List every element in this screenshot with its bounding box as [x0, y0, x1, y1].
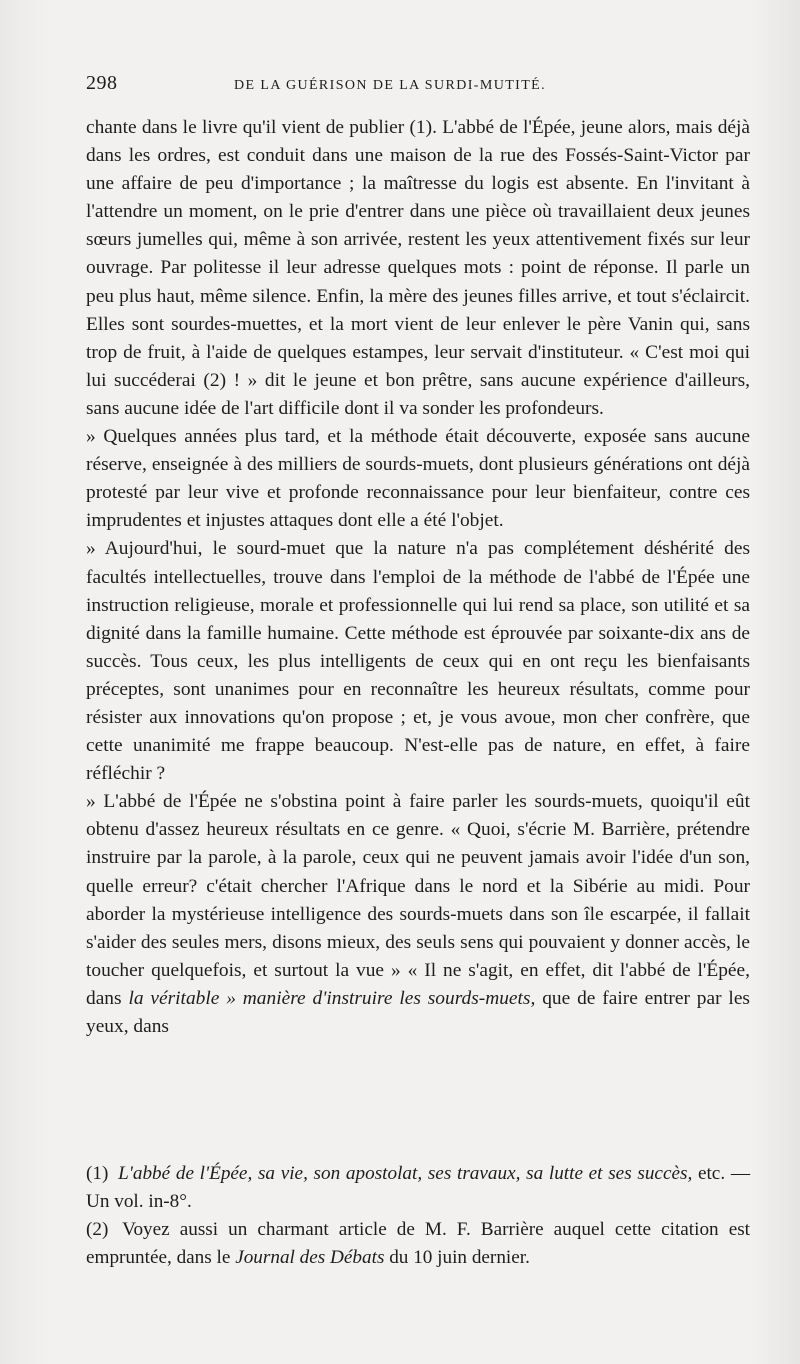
footnote-1 — [86, 1160, 750, 1216]
footnote-1-mark: (1) — [86, 1163, 109, 1184]
paragraph-2: » Quelques années plus tard, et la méthode était découverte, exposée sans aucune réserve, enseignée à des milliers de sourds-muets, dont plusieurs générations ont déjà protesté par leur vive et profonde reconnaissance pour leur bienfaiteur, contre ces imprudentes et injustes attaques dont elle a été l'objet. — [86, 426, 750, 532]
footnote-2-journal: Journal des Débats — [235, 1247, 385, 1268]
paragraph-4 — [86, 788, 750, 1041]
footnote-1-rest: etc. — Un vol. in-8°. — [86, 1163, 751, 1212]
footnote-2-mark: (2) — [86, 1219, 109, 1240]
paragraph-4-end: que de faire entrer par les yeux, dans — [86, 987, 750, 1037]
page-header — [86, 68, 750, 102]
main-text — [86, 114, 750, 1041]
paragraph-4-main: » L'abbé de l'Épée ne s'obstina point à faire parler les sourds-muets, quoiqu'il eût obtenu d'assez heureux résultats en ce genre. « Quoi, s'écrie M. Barrière, prétendre instruire par la parole, à la parole, ceux qui ne peuvent jamais avoir l'idée d'un son, quelle erreur? c'était chercher l'Afrique dans le nord et la Sibérie au midi. Pour aborder la mystérieuse intelligence des sourds-muets dans son île escarpée, il fallait s'aider des seules mers, disons mieux, des seuls sens qui pouvaient y donner accès, le toucher quelquefois, et surtout la vue » « Il ne s'agit, en effet, dit l'abbé de l'Épée, dans — [86, 791, 750, 1009]
footnotes — [86, 1160, 750, 1272]
paragraph-3: » Aujourd'hui, le sourd-muet que la nature n'a pas complétement déshérité des facultés intellectuelles, trouve dans l'emploi de la méthode de l'abbé de l'Épée une instruction religieuse, morale et professionnelle qui lui rend sa place, son utilité et sa dignité dans la famille humaine. Cette méthode est éprouvée par soixante-dix ans de succès. Tous ceux, les plus intelligents de ceux qui en ont reçu les bienfaisants préceptes, sont unanimes pour en reconnaître les heureux résultats, comme pour résister aux innovations qu'on propose ; et, je vous avoue, mon cher confrère, que cette unanimité me frappe beaucoup. N'est-elle pas de nature, en effet, à faire réfléchir ? — [86, 538, 750, 785]
paragraph-1: chante dans le livre qu'il vient de publier (1). L'abbé de l'Épée, jeune alors, mais déjà dans les ordres, est conduit dans une maison de la rue des Fossés-Saint-Victor par une affaire de peu d'importance ; la maîtresse du logis est absente. En l'invitant à l'attendre un moment, on le prie d'entrer dans une pièce où travaillaient deux jeunes sœurs jumelles qui, même à son arrivée, restent les yeux attentivement fixés sur leur ouvrage. Par politesse il leur adresse quelques mots : point de réponse. Il parle un peu plus haut, même silence. Enfin, la mère des jeunes filles arrive, et tout s'éclaircit. Elles sont sourdes-muettes, et la mort vient de leur enlever le père Vanin qui, sans trop de fruit, à l'aide de quelques estampes, leur servait d'instituteur. « C'est moi qui lui succéderai (2) ! » dit le jeune et bon prêtre, sans aucune expérience d'ailleurs, sans aucune idée de l'art difficile dont il va sonder les profondeurs. — [86, 117, 750, 419]
footnote-2 — [86, 1216, 750, 1272]
footnote-1-title: L'abbé de l'Épée, sa vie, son apostolat, ses travaux, sa lutte et ses succès, — [118, 1163, 693, 1184]
paragraph-4-italic: la véritable » manière d'instruire les sourds-muets, — [128, 987, 536, 1009]
footnote-2-end: du 10 juin dernier. — [389, 1247, 530, 1268]
running-title: DE LA GUÉRISON DE LA SURDI-MUTITÉ. — [234, 78, 547, 93]
page-number: 298 — [86, 72, 118, 94]
footnote-2-text: Voyez aussi un charmant article de M. F. Barrière auquel cette citation est empruntée, dans le — [86, 1219, 751, 1268]
